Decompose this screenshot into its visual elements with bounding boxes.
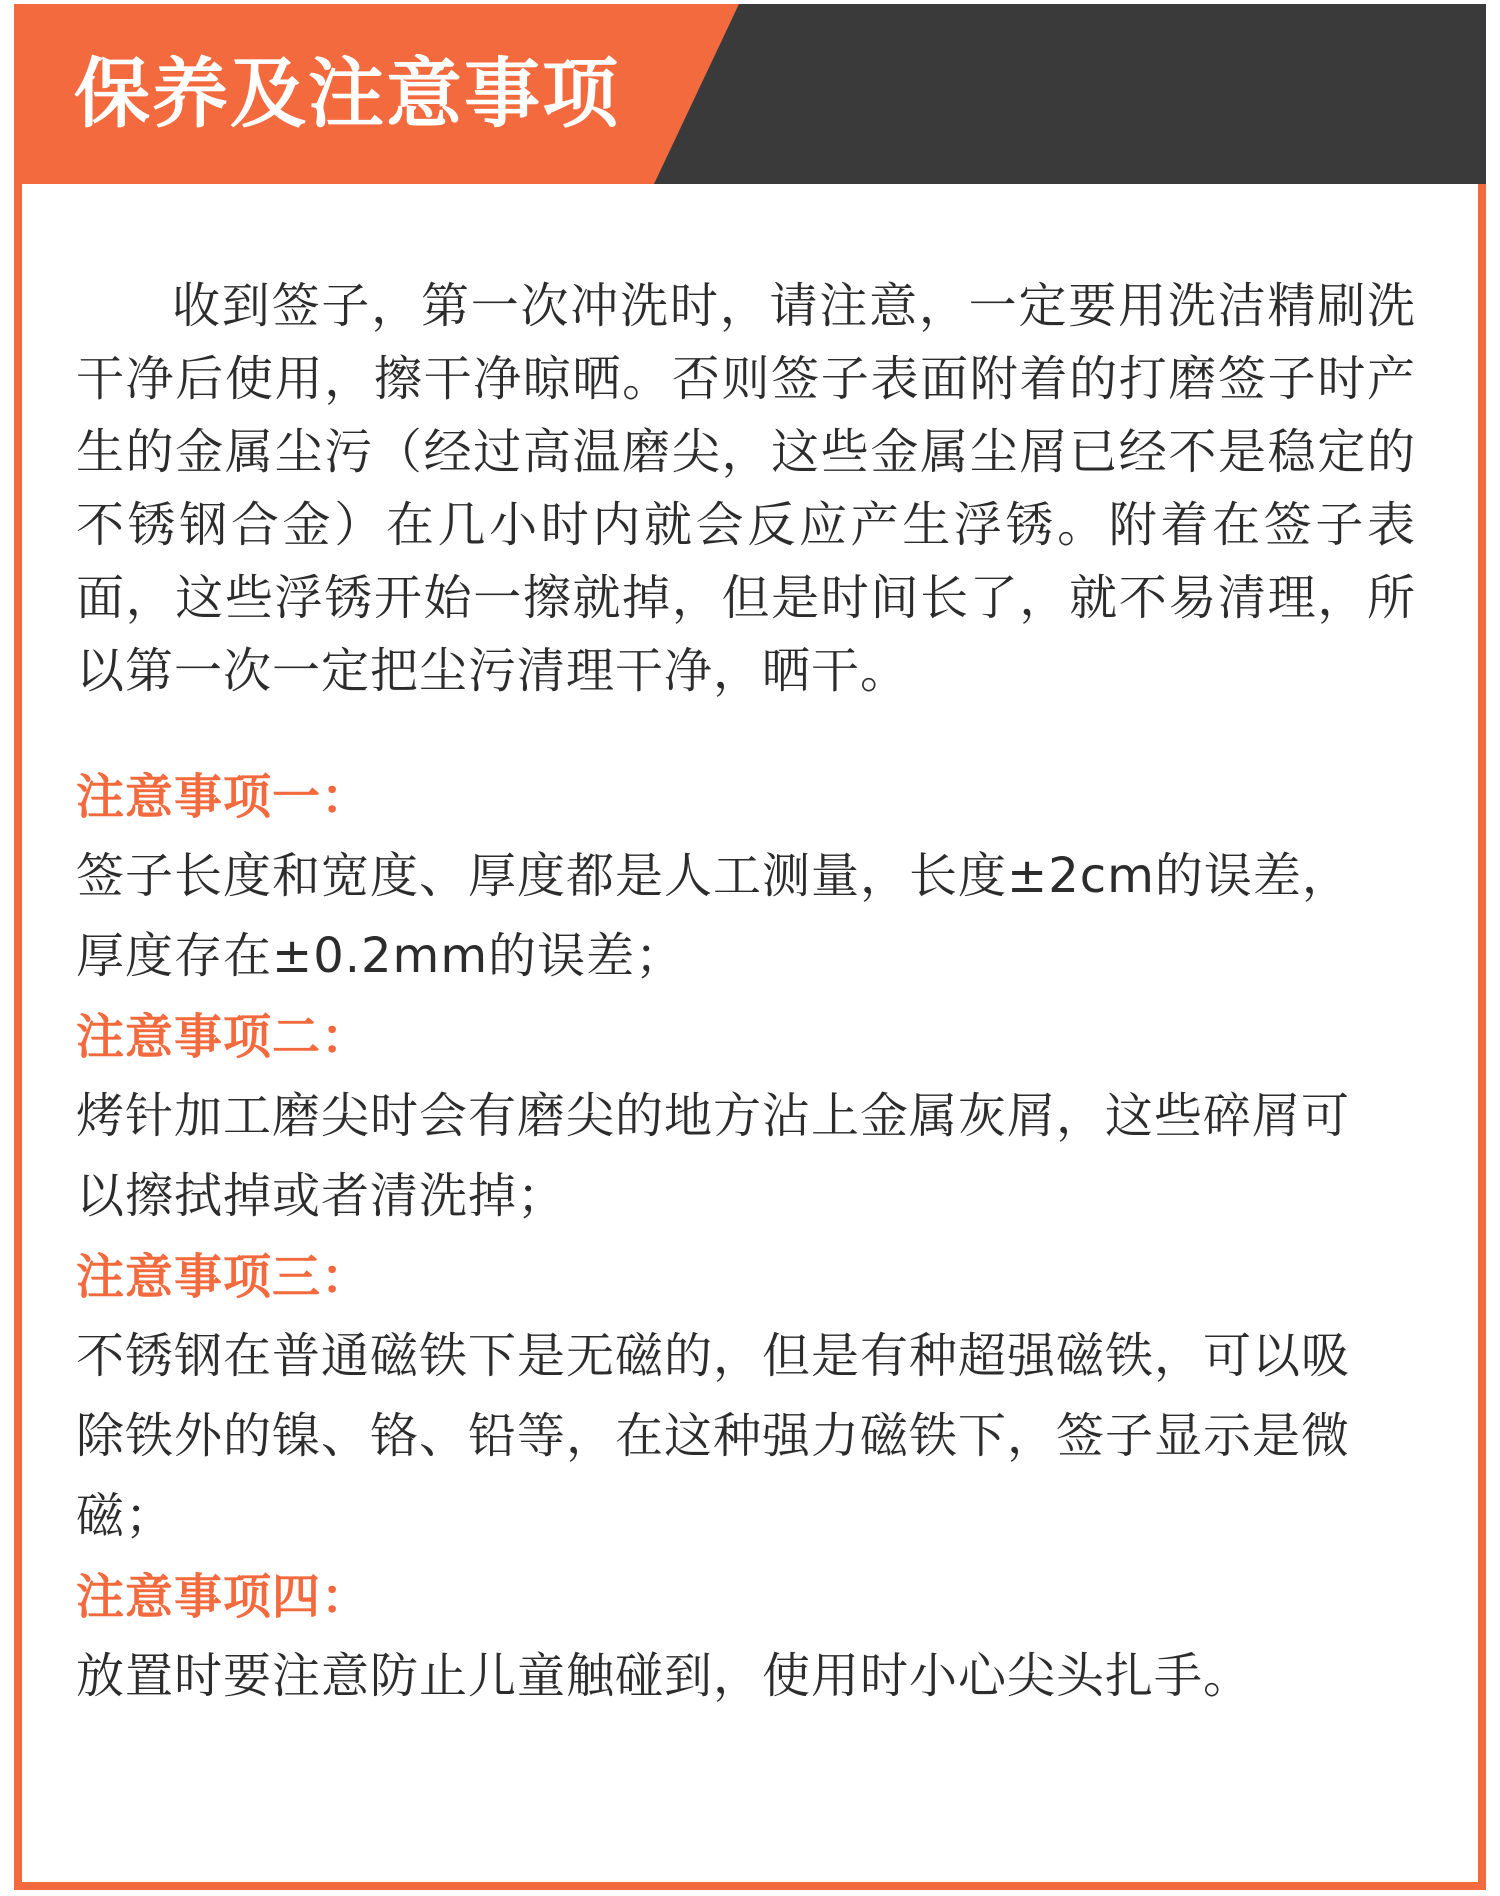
content-body [76,270,1416,1718]
note-body: 签子长度和宽度、厚度都是人工测量，长度±2cm的误差，厚度存在±0.2mm的误差； [76,848,1351,984]
note-heading: 注意事项三： [76,1249,371,1305]
note-item [76,1558,1416,1716]
note-item [76,998,1416,1236]
note-item [76,1238,1416,1556]
note-heading: 注意事项一： [76,769,371,825]
notes-list [76,758,1416,1716]
intro-paragraph: 收到签子，第一次冲洗时，请注意，一定要用洗洁精刷洗干净后使用，擦干净晾晒。否则签子表面附着的打磨签子时产生的金属尘污（经过高温磨尖，这些金属尘屑已经不是稳定的不锈钢合金）在几小时内就会反应产生浮锈。附着在签子表面，这些浮锈开始一擦就掉，但是时间长了，就不易清理，所以第一次一定把尘污清理干净，晒干。 [76,278,1416,699]
note-item [76,758,1416,996]
header-banner [14,4,1486,184]
note-body: 烤针加工磨尖时会有磨尖的地方沾上金属灰屑，这些碎屑可以擦拭掉或者清洗掉； [76,1088,1351,1224]
note-body: 不锈钢在普通磁铁下是无磁的，但是有种超强磁铁，可以吸除铁外的镍、铬、铅等，在这种强力磁铁下，签子显示是微磁； [76,1328,1351,1544]
page-title: 保养及注意事项 [74,49,620,138]
note-heading: 注意事项四： [76,1569,371,1625]
note-heading: 注意事项二： [76,1009,371,1065]
note-body: 放置时要注意防止儿童触碰到，使用时小心尖头扎手。 [76,1648,1253,1704]
